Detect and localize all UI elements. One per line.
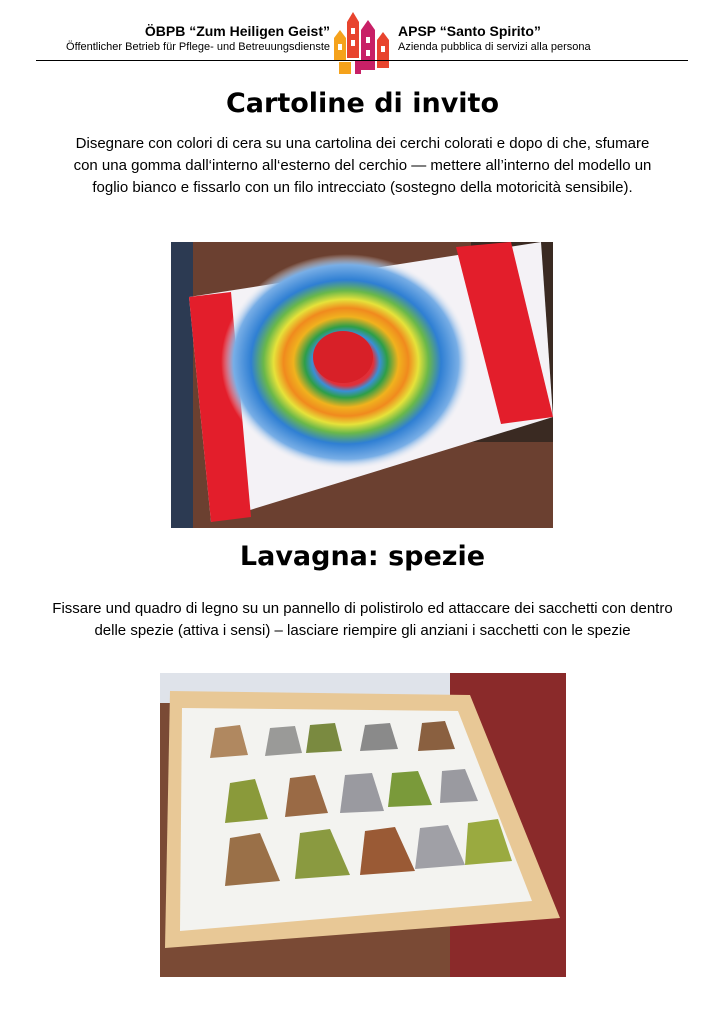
spice-board-photo xyxy=(160,673,566,977)
section1-title: Cartoline di invito xyxy=(225,88,500,119)
header-right-title: APSP “Santo Spirito” xyxy=(398,23,541,39)
postcard-photo xyxy=(171,242,553,528)
header-left xyxy=(36,23,330,54)
section2-title: Lavagna: spezie xyxy=(239,541,486,572)
section1-text: Disegnare con colori di cera su una cartolina dei cerchi colorati e dopo di che, sfumare con una gomma dall‘interno all‘esterno del cerchio — mettere all’interno del modello un foglio bianco e fissarlo con un filo intrecciato (sostegno della motoricità sensibile). xyxy=(73,135,652,196)
header-left-subtitle: Öffentlicher Betrieb für Pflege- und Betreuungsdienste xyxy=(66,41,330,53)
section2-text: Fissare und quadro di legno su un pannello di polistirolo ed attaccare dei sacchetti con dentro delle spezie (attiva i sensi) – lasciare riempire gli anziani i sacchetti con le spezie xyxy=(52,600,673,639)
header-left-title: ÖBPB “Zum Heiligen Geist” xyxy=(144,23,330,39)
header-divider xyxy=(36,60,688,61)
logo-icon xyxy=(331,10,393,75)
header-right xyxy=(398,23,698,54)
header-right-subtitle: Azienda pubblica di servizi alla persona xyxy=(398,41,591,53)
